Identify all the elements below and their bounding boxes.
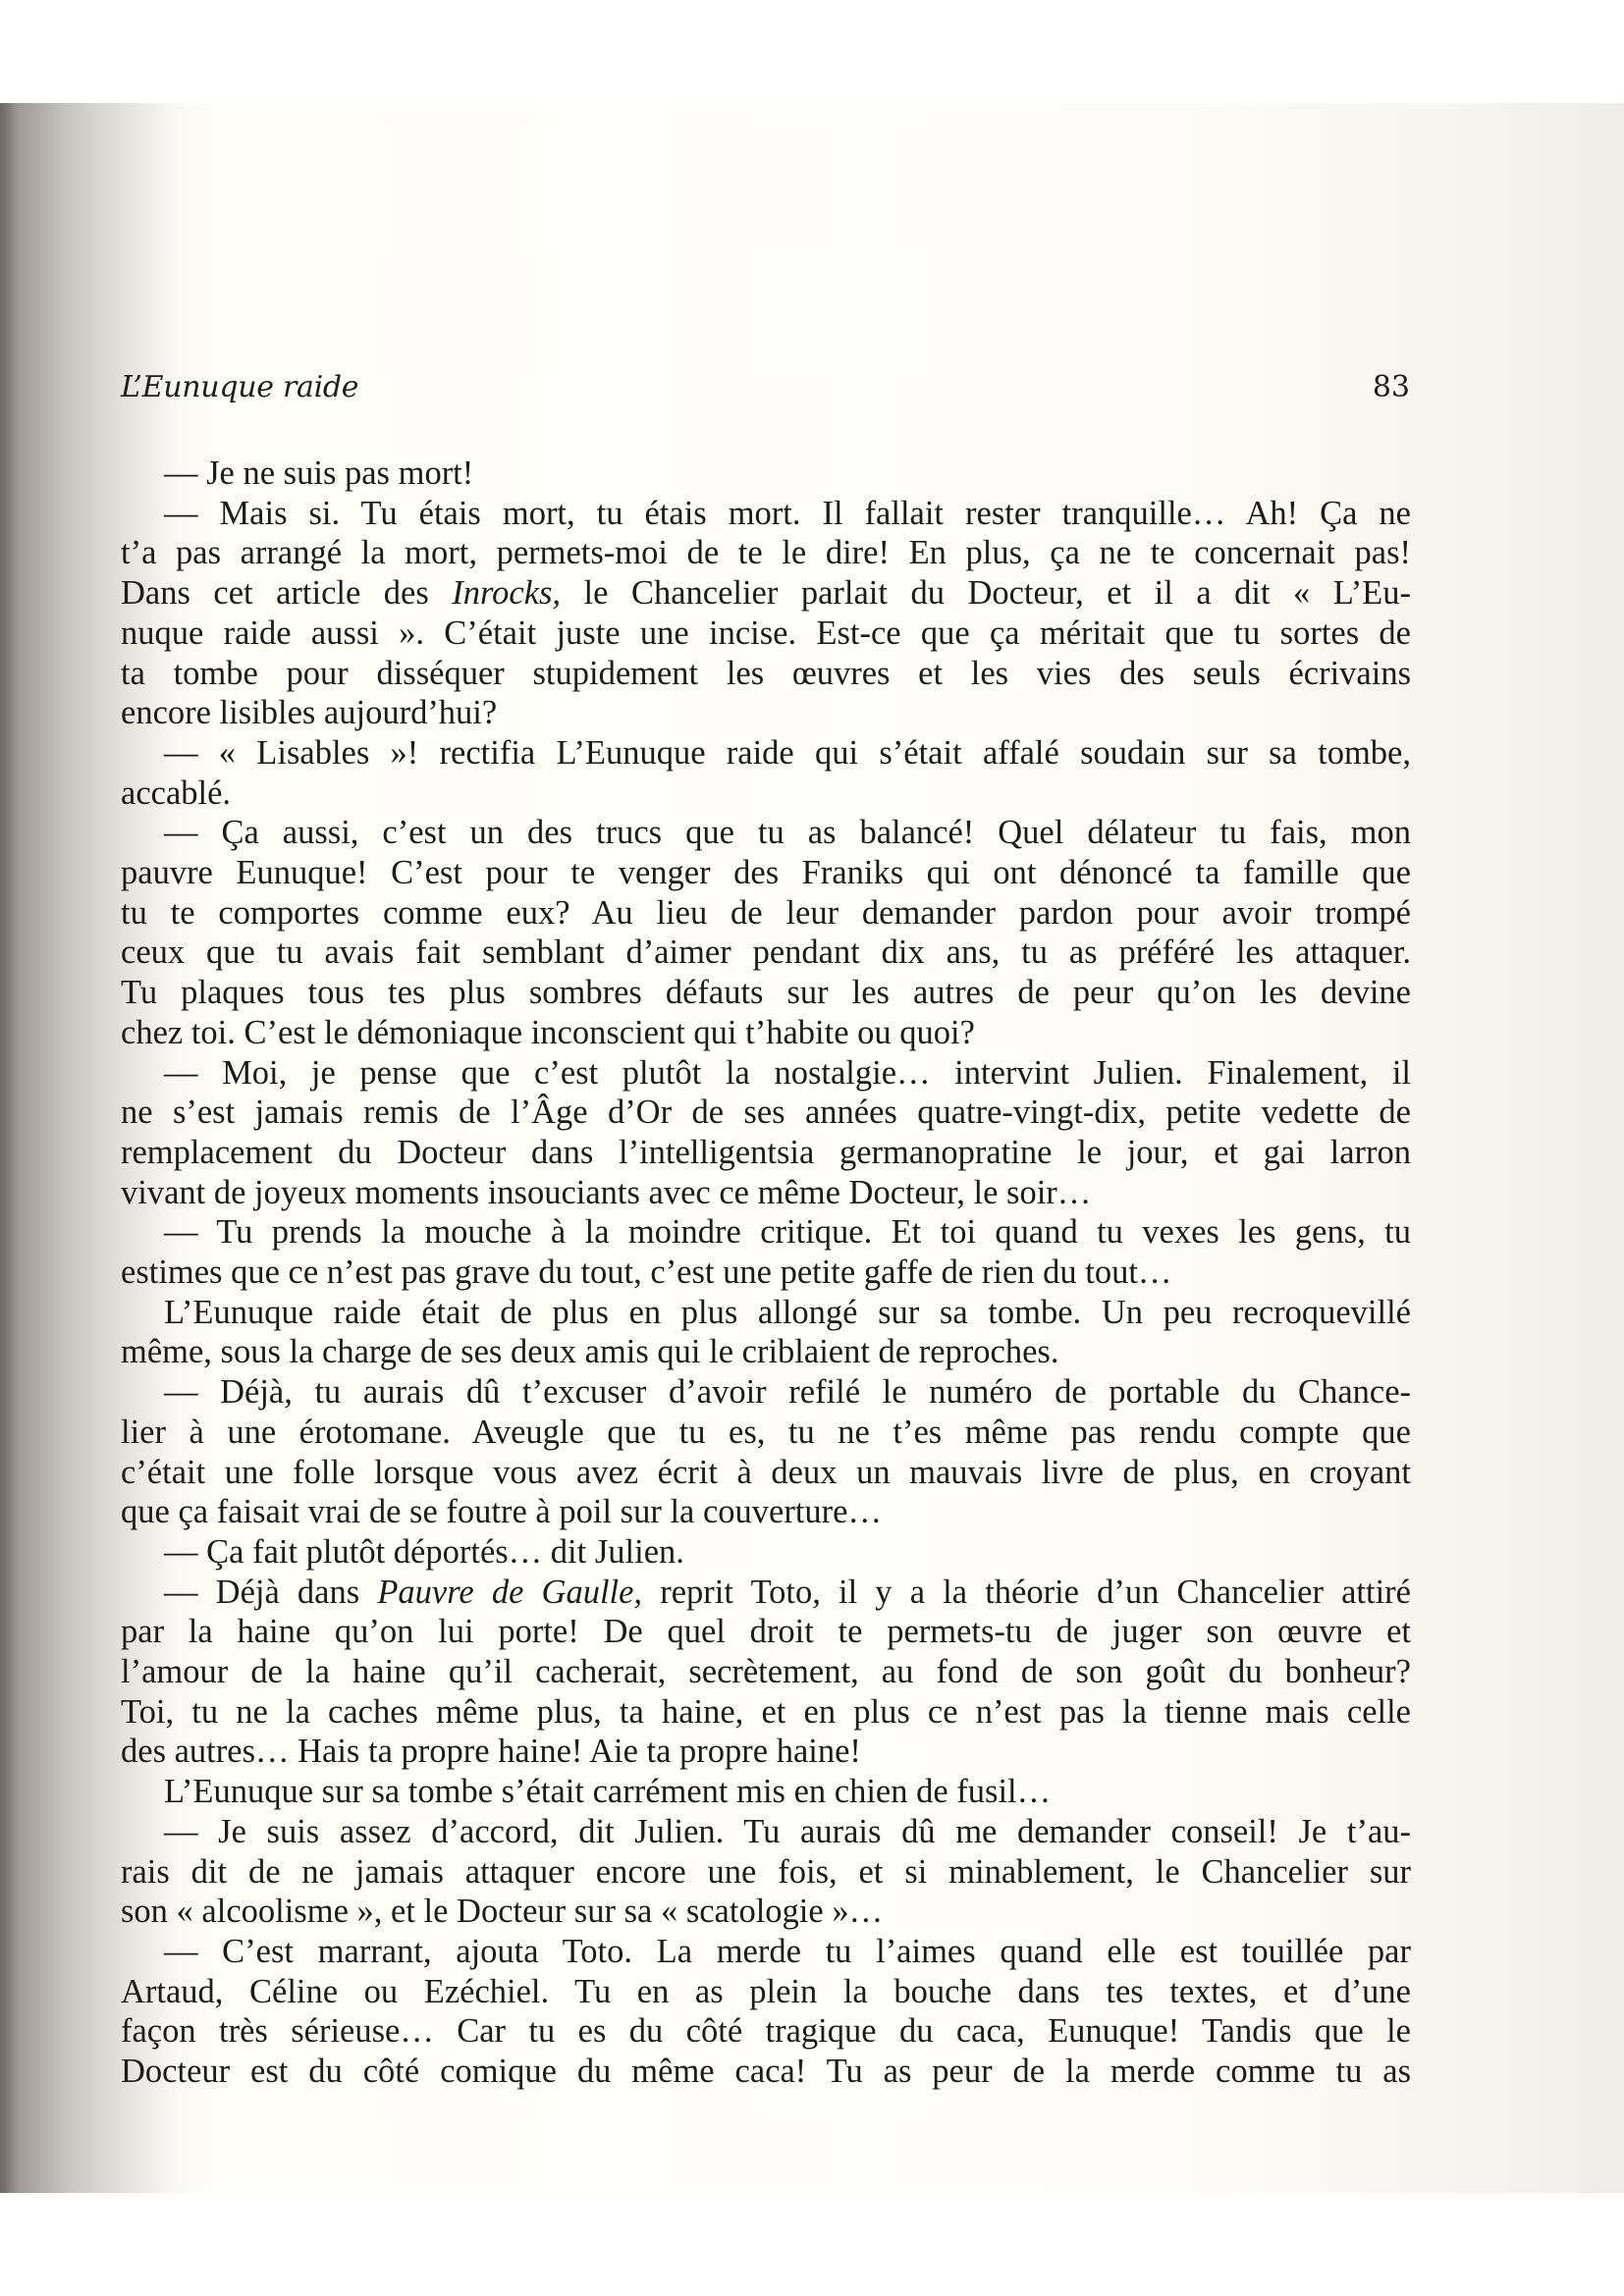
text-line: accablé. bbox=[121, 774, 232, 812]
text-line: — Mais si. Tu étais mort, tu étais mort. Il fallait rester tranquille… Ah! Ça ne bbox=[164, 494, 1411, 532]
text-line: chez toi. C’est le démoniaque inconscient qui t’habite ou quoi? bbox=[121, 1013, 975, 1051]
text-line: ta tombe pour disséquer stupidement les œuvres et les vies des seuls écrivains bbox=[121, 654, 1411, 692]
text-line: encore lisibles aujourd’hui? bbox=[121, 694, 498, 732]
text-line: Docteur est du côté comique du même caca! Tu as peur de la merde comme tu as bbox=[121, 2053, 1411, 2090]
text-line: L’Eunuque sur sa tombe s’était carrément mis en chien de fusil… bbox=[164, 1773, 1052, 1811]
text-line: lier à une érotomane. Aveugle que tu es, tu ne t’es même pas rendu compte que bbox=[121, 1413, 1411, 1451]
text-line: estimes que ce n’est pas grave du tout, c’est une petite gaffe de rien du tout… bbox=[121, 1254, 1172, 1291]
text-line: nuque raide aussi ». C’était juste une incise. Est-ce que ça méritait que tu sortes de bbox=[121, 614, 1411, 652]
text-line: — Ça aussi, c’est un des trucs que tu as balancé! Quel délateur tu fais, mon bbox=[164, 814, 1411, 852]
page-number: 83 bbox=[1372, 370, 1410, 404]
text-line: pauvre Eunuque! C’est pour te venger des Franiks qui ont dénoncé ta famille que bbox=[121, 854, 1411, 891]
text-line: ceux que tu avais fait semblant d’aimer pendant dix ans, tu as préféré les attaquer. bbox=[121, 934, 1411, 972]
text-line: ne s’est jamais remis de l’Âge d’Or de ses années quatre-vingt-dix, petite vedette de bbox=[121, 1094, 1411, 1132]
text-line: son « alcoolisme », et le Docteur sur sa « scatologie »… bbox=[121, 1893, 884, 1931]
text-line: — « Lisables »! rectifia L’Eunuque raide qui s’était affalé soudain sur sa tombe, bbox=[164, 733, 1411, 772]
text-line: vivant de joyeux moments insouciants avec ce même Docteur, le soir… bbox=[121, 1173, 1092, 1211]
text-line: — Je suis assez d’accord, dit Julien. Tu aurais dû me demander conseil! Je t’au- bbox=[164, 1812, 1411, 1850]
text-line: Artaud, Céline ou Ezéchiel. Tu en as plein la bouche dans tes textes, et d’une bbox=[121, 1972, 1411, 2010]
text-line: façon très sérieuse… Car tu es du côté tragique du caca, Eunuque! Tandis que le bbox=[121, 2012, 1411, 2051]
text-line: — Déjà, tu aurais dû t’excuser d’avoir refilé le numéro de portable du Chance- bbox=[164, 1373, 1411, 1412]
text-span: reprit Toto, il y a la théorie d’un Chancelier attiré bbox=[642, 1573, 1411, 1611]
text-span: — Déjà dans bbox=[164, 1573, 378, 1611]
text-line: remplacement du Docteur dans l’intelligentsia germanopratine le jour, et gai larron bbox=[121, 1133, 1411, 1171]
text-line: L’Eunuque raide était de plus en plus allongé sur sa tombe. Un peu recroquevillé bbox=[164, 1293, 1411, 1331]
text-line: t’a pas arrangé la mort, permets-moi de te le dire! En plus, ça ne te concernait pas! bbox=[121, 534, 1411, 572]
italic-title: Pauvre de Gaulle, bbox=[377, 1573, 643, 1611]
text-line bbox=[121, 573, 1411, 614]
text-span: Dans cet article des bbox=[121, 574, 453, 613]
running-title: L’Eunuque raide bbox=[121, 370, 359, 404]
text-line: c’était une folle lorsque vous avez écrit à deux un mauvais livre de plus, en croyant bbox=[121, 1453, 1411, 1491]
text-line: — C’est marrant, ajouta Toto. La merde tu l’aimes quand elle est touillée par bbox=[164, 1932, 1411, 1970]
scanned-page bbox=[0, 103, 1624, 2193]
text-line: — Tu prends la mouche à la moindre critique. Et toi quand tu vexes les gens, tu bbox=[164, 1213, 1411, 1252]
text-span: le Chancelier parlait du Docteur, et il a dit « L’Eu- bbox=[561, 574, 1411, 613]
text-line: — Ça fait plutôt déportés… dit Julien. bbox=[164, 1532, 684, 1571]
text-line: l’amour de la haine qu’il cacherait, secrètement, au fond de son goût du bonheur? bbox=[121, 1653, 1411, 1690]
text-line: même, sous la charge de ses deux amis qui le criblaient de reproches. bbox=[121, 1333, 1059, 1371]
text-line bbox=[121, 1573, 1411, 1613]
text-line: Tu plaques tous tes plus sombres défauts sur les autres de peur qu’on les devine bbox=[121, 974, 1411, 1012]
text-line: rais dit de ne jamais attaquer encore une fois, et si minablement, le Chancelier sur bbox=[121, 1852, 1411, 1891]
text-line: Toi, tu ne la caches même plus, ta haine, et en plus ce n’est pas la tienne mais celle bbox=[121, 1692, 1411, 1731]
text-line: — Moi, je pense que c’est plutôt la nostalgie… intervint Julien. Finalement, il bbox=[164, 1053, 1411, 1092]
text-line: des autres… Hais ta propre haine! Aie ta propre haine! bbox=[121, 1733, 861, 1771]
text-line: — Je ne suis pas mort! bbox=[164, 454, 474, 492]
text-line: tu te comportes comme eux? Au lieu de leur demander pardon pour avoir trompé bbox=[121, 893, 1411, 932]
italic-title: Inrocks, bbox=[452, 574, 562, 613]
text-line: par la haine qu’on lui porte! De quel droit te permets-tu de juger son œuvre et bbox=[121, 1613, 1411, 1651]
text-line: que ça faisait vrai de se foutre à poil sur la couverture… bbox=[121, 1493, 882, 1531]
